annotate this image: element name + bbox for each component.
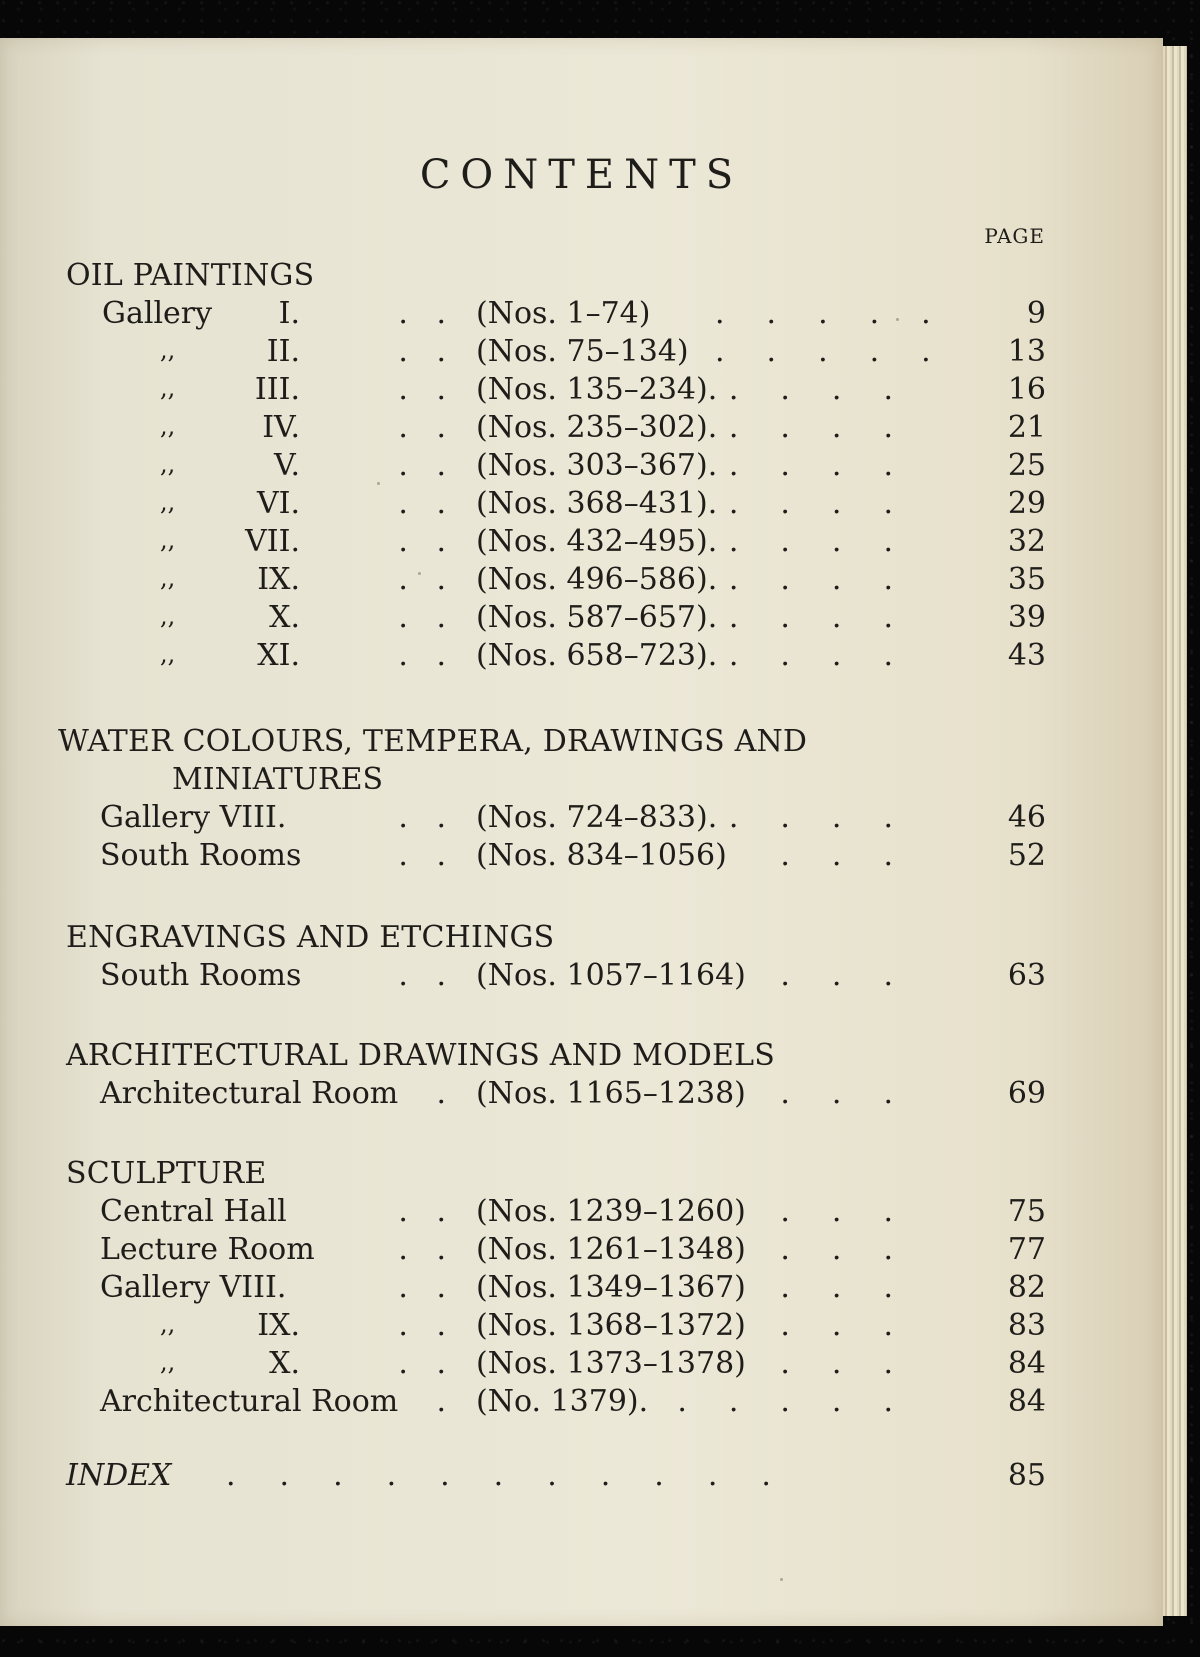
page-number: 9 [1026, 296, 1046, 331]
gallery-numeral: IX. [257, 1308, 300, 1343]
page-number: 84 [1007, 1384, 1046, 1419]
contents-row [0, 448, 1163, 486]
page-number: 32 [1007, 524, 1046, 559]
page-number: 77 [1007, 1232, 1046, 1267]
contents-row [0, 1308, 1163, 1346]
contents-row [0, 600, 1163, 638]
ditto-mark: ,, [160, 640, 176, 668]
gallery-numeral: III. [254, 372, 300, 407]
leader-dots: . . [398, 800, 446, 835]
page-number: 29 [1007, 486, 1046, 521]
item-range: (Nos. 1373–1378) [476, 1346, 746, 1381]
ditto-mark: ,, [160, 564, 176, 592]
contents-row [0, 1194, 1163, 1232]
page-number: 84 [1007, 1346, 1046, 1381]
contents-row [0, 1076, 1163, 1114]
leader-dots: . . [398, 1194, 446, 1229]
page-number: 75 [1007, 1194, 1046, 1229]
leader-dots: ... [780, 1194, 935, 1229]
leader-dots: . . [398, 296, 446, 331]
contents-row [0, 562, 1163, 600]
ditto-mark: ,, [160, 450, 176, 478]
page-number: 63 [1007, 958, 1046, 993]
page-number: 46 [1007, 800, 1046, 835]
contents-row [0, 334, 1163, 372]
leader-dots: ... [780, 838, 935, 873]
contents-row [0, 296, 1163, 334]
leader-dots: . . [398, 372, 446, 407]
leader-dots: . . [398, 410, 446, 445]
contents-row [0, 800, 1163, 838]
page-number: 25 [1007, 448, 1046, 483]
item-range: (Nos. 135–234). [476, 372, 718, 407]
page-number: 83 [1007, 1308, 1046, 1343]
leader-dots: .... [728, 372, 935, 407]
item-range: (Nos. 587–657). [476, 600, 718, 635]
item-range: (Nos. 1261–1348) [476, 1232, 746, 1267]
gallery-numeral: II. [266, 334, 300, 369]
item-range: (Nos. 1165–1238) [476, 1076, 746, 1111]
page-number: 82 [1007, 1270, 1046, 1305]
index-page-number: 85 [1007, 1458, 1046, 1493]
engravings-heading: ENGRAVINGS AND ETCHINGS [66, 920, 555, 955]
page-title: CONTENTS [419, 152, 744, 198]
item-range: (Nos. 496–586). [476, 562, 718, 597]
contents-row [0, 638, 1163, 676]
gallery-numeral: X. [269, 600, 300, 635]
location-label: Gallery [102, 296, 213, 331]
contents-row [0, 372, 1163, 410]
contents-row [0, 838, 1163, 876]
ditto-mark: ,, [160, 1348, 176, 1376]
sculpture-heading: SCULPTURE [66, 1156, 267, 1191]
contents-row [0, 524, 1163, 562]
gallery-numeral: VII. [245, 524, 300, 559]
leader-dots: . . [398, 838, 446, 873]
leader-dots: . . [398, 1346, 446, 1381]
item-range: (Nos. 658–723). [476, 638, 718, 673]
leader-dots: . [436, 1384, 446, 1419]
leader-dots: ... [780, 1076, 935, 1111]
leader-dots: ... [780, 958, 935, 993]
leader-dots: . . [398, 1308, 446, 1343]
leader-dots: . . [398, 600, 446, 635]
item-range: (Nos. 724–833). [476, 800, 718, 835]
leader-dots: .... [728, 800, 935, 835]
gallery-numeral: X. [269, 1346, 300, 1381]
item-range: (Nos. 1239–1260) [476, 1194, 746, 1229]
miniatures-subheading: MINIATURES [172, 762, 384, 797]
contents-row [0, 1232, 1163, 1270]
ditto-mark: ,, [160, 336, 176, 364]
leader-dots: . . [398, 1232, 446, 1267]
oil-paintings-heading: OIL PAINTINGS [66, 258, 315, 293]
gallery-numeral: VI. [256, 486, 300, 521]
ditto-mark: ,, [160, 526, 176, 554]
leader-dots: ..... [677, 1384, 935, 1419]
item-range: (Nos. 1057–1164) [476, 958, 746, 993]
page-number: 52 [1007, 838, 1046, 873]
paper-speck [780, 1578, 783, 1581]
leader-dots: ........... [226, 1458, 815, 1493]
location-label: Central Hall [100, 1194, 287, 1229]
index-label: INDEX [66, 1458, 172, 1493]
gallery-numeral: V. [274, 448, 300, 483]
leader-dots: . . [398, 1270, 446, 1305]
leader-dots: .... [728, 448, 935, 483]
leader-dots: .... [728, 562, 935, 597]
leader-dots: ... [780, 1346, 935, 1381]
leader-dots: ... [780, 1270, 935, 1305]
page-number: 21 [1007, 410, 1046, 445]
leader-dots: .... [728, 524, 935, 559]
architectural-heading: ARCHITECTURAL DRAWINGS AND MODELS [66, 1038, 776, 1073]
item-range: (Nos. 75–134) [476, 334, 689, 369]
page-number: 43 [1007, 638, 1046, 673]
paper-speck [896, 318, 899, 321]
contents-row [0, 1270, 1163, 1308]
item-range: (Nos. 432–495). [476, 524, 718, 559]
contents-row [0, 958, 1163, 996]
leader-dots: . . [398, 448, 446, 483]
ditto-mark: ,, [160, 1310, 176, 1338]
water-colours-heading: WATER COLOURS, TEMPERA, DRAWINGS AND [58, 724, 808, 759]
leader-dots: ... [780, 1232, 935, 1267]
leader-dots: ... [780, 1308, 935, 1343]
contents-row [0, 1346, 1163, 1384]
leader-dots: . . [398, 958, 446, 993]
item-range: (Nos. 1–74) [476, 296, 651, 331]
item-range: (Nos. 303–367). [476, 448, 718, 483]
contents-row [0, 410, 1163, 448]
gallery-numeral: I. [278, 296, 300, 331]
leader-dots: .... [728, 600, 935, 635]
item-range: (Nos. 1368–1372) [476, 1308, 746, 1343]
page-number: 35 [1007, 562, 1046, 597]
location-label: South Rooms [100, 838, 302, 873]
gallery-numeral: IX. [257, 562, 300, 597]
location-label: Gallery VIII. [100, 800, 287, 835]
ditto-mark: ,, [160, 488, 176, 516]
leader-dots: . . [398, 334, 446, 369]
leader-dots: ..... [715, 296, 973, 331]
ditto-mark: ,, [160, 374, 176, 402]
leader-dots: .... [728, 410, 935, 445]
item-range: (Nos. 1349–1367) [476, 1270, 746, 1305]
page-number: 16 [1007, 372, 1046, 407]
contents-row [0, 1384, 1163, 1422]
gallery-numeral: XI. [257, 638, 300, 673]
location-label: Lecture Room [100, 1232, 315, 1267]
contents-row [0, 486, 1163, 524]
location-label: Architectural Room [100, 1384, 399, 1419]
leader-dots: ..... [715, 334, 973, 369]
leader-dots: . . [398, 638, 446, 673]
contents-page [0, 38, 1163, 1626]
item-range: (Nos. 368–431). [476, 486, 718, 521]
paper-speck [418, 572, 421, 575]
paper-speck [377, 482, 380, 485]
leader-dots: . . [398, 562, 446, 597]
page-column-label: PAGE [984, 224, 1045, 248]
gallery-numeral: IV. [262, 410, 300, 445]
leader-dots: .... [728, 486, 935, 521]
location-label: South Rooms [100, 958, 302, 993]
page-number: 13 [1007, 334, 1046, 369]
item-range: (No. 1379). [476, 1384, 649, 1419]
location-label: Gallery VIII. [100, 1270, 287, 1305]
page-number: 39 [1007, 600, 1046, 635]
item-range: (Nos. 235–302). [476, 410, 718, 445]
leader-dots: .... [728, 638, 935, 673]
location-label: Architectural Room [100, 1076, 399, 1111]
item-range: (Nos. 834–1056) [476, 838, 727, 873]
leader-dots: . . [398, 524, 446, 559]
ditto-mark: ,, [160, 602, 176, 630]
index-row [0, 1458, 1163, 1496]
ditto-mark: ,, [160, 412, 176, 440]
leader-dots: . [436, 1076, 446, 1111]
page-number: 69 [1007, 1076, 1046, 1111]
leader-dots: . . [398, 486, 446, 521]
